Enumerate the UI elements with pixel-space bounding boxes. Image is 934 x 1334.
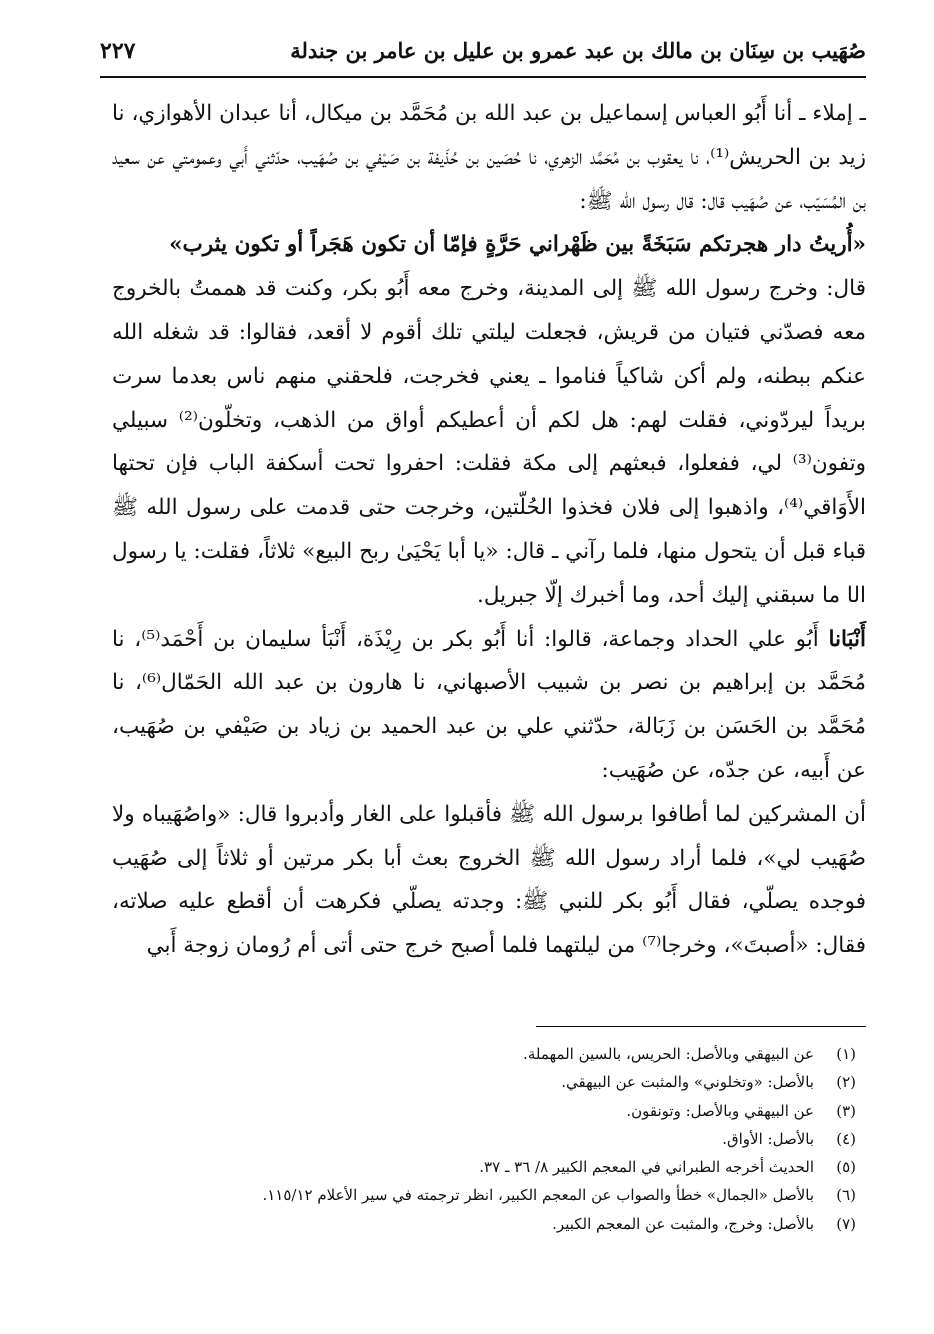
footnote-item xyxy=(112,1097,856,1125)
paragraph-isnad-1: ـ إملاء ـ أنا أَبُو العباس إسماعيل بن عبد الله بن مُحَمَّد بن ميكال، أنا عبدان الأهوازي، نا زيد بن الحريش⁽¹⁾، نا يعقوب بن مُحَمَّد الزهري، نا حُصَين بن حُذَيفة بن صَيْفي بن صُهَيب، حدّثني أَبي وعمومتي عن سعيد بن المُسَيّب، عن صُهَيب قال: قال رسول الله ﷺ: xyxy=(112,101,866,214)
page-header xyxy=(100,38,866,72)
footnote-number: (١) xyxy=(836,1045,856,1063)
footnote-text: الحديث أخرجه الطبراني في المعجم الكبير ٨/ ٣٦ ـ ٣٧. xyxy=(479,1158,814,1177)
footnote-rule xyxy=(536,1026,866,1027)
page-number: ٢٢٧ xyxy=(100,38,136,64)
footnote-text: بالأصل: الأواق. xyxy=(722,1129,814,1148)
footnote-text: عن البيهقي وبالأصل: الحريس، بالسين المهملة. xyxy=(523,1045,814,1063)
footnote-text: عن البيهقي وبالأصل: وتونقون. xyxy=(626,1101,814,1120)
paragraph-hadith-2: أن المشركين لما أطافوا برسول الله ﷺ فأقبلوا على الغار وأدبروا قال: «واصُهَيباه ولا صُهَيب لي»، فلما أراد رسول الله ﷺ الخروج بعث أبا بكر مرتين أو ثلاثاً إلى صُهَيب فوجده يصلّي، فقال أَبُو بكر للنبي ﷺ: وجدته يصلّي فكرهت أن أقطع عليه صلاته، فقال: «أصبتَ»، وخرجا⁽⁷⁾ من ليلتهما فلما أصبح خرج حتى أتى أم رُومان زوجة أَبي xyxy=(112,801,866,959)
footnotes xyxy=(112,1040,856,1238)
footnote-number: (٦) xyxy=(836,1186,856,1205)
paragraph-isnad-2-text: أَبُو علي الحداد وجماعة، قالوا: أنا أَبُو بكر بن رِيْذَة، أَنْبَأ سليمان بن أَحْمَد⁽⁵⁾، نا مُحَمَّد بن إبراهيم بن نصر بن شبيب الأصبهاني، نا هارون بن عبد الله الحَمّال⁽⁶⁾، نا مُحَمَّد بن الحَسَن بن زَبَالة، حدّثني علي بن عبد الحميد بن زياد بن صَيْفي بن صُهَيب، عن أَبيه، عن جدّه، عن صُهَيب: xyxy=(112,626,866,783)
footnote-text: بالأصل «الجمال» خطأ والصواب عن المعجم الكبير، انظر ترجمته في سير الأعلام ١١٥/١٢. xyxy=(262,1186,814,1205)
footnote-item xyxy=(112,1068,856,1096)
footnote-item xyxy=(112,1125,856,1153)
running-title: صُهَيب بن سِنَان بن مالك بن عبد عمرو بن عليل بن عامر بن جندلة xyxy=(290,38,866,63)
paragraph-hadith: «أُريتُ دار هجرتكم سَبَخَةً بين ظَهْراني حَرَّةٍ فإمّا أن تكون هَجَراً أو تكون يثرب» xyxy=(169,232,866,258)
paragraph-isnad-2 xyxy=(112,618,866,793)
footnote-item xyxy=(112,1210,856,1238)
footnote-number: (٧) xyxy=(836,1214,856,1233)
footnote-text: بالأصل: وخرج، والمثبت عن المعجم الكبير. xyxy=(552,1214,814,1233)
paragraph-narrative: قال: وخرج رسول الله ﷺ إلى المدينة، وخرج معه أَبُو بكر، وكنت قد هممتُ بالخروج معه فصدّني فتيان من قريش، فجعلت ليلتي تلك أقوم لا أقعد، فقالوا: قد شغله الله عنكم ببطنه، ولم أكن شاكياً فناموا ـ يعني فخرجت، فلحقني منهم ناس بعدما سرت بريداً ليردّوني، فقلت لهم: هل لكم أن أعطيكم أواق من الذهب، وتخلّون⁽²⁾ سبيلي وتفون⁽³⁾ لي، ففعلوا، فبعثهم إلى مكة فقلت: احفروا تحت أسكفة الباب فإن تحتها الأَوَاقي⁽⁴⁾، واذهبوا إلى فلان فخذوا الحُلّتين، وخرجت حتى قدمت على رسول الله ﷺ قباء قبل أن يتحول منها، فلما رآني ـ قال: «يا أبا يَحْيَىٰ ربح البيع» ثلاثاً، فقلت: يا رسول ال‍ا ما سبقني إليك أحد، وما أخبرك إلّا جبريل. xyxy=(112,276,866,608)
footnote-item xyxy=(112,1181,856,1209)
anbana-lead: أَنْبَانا xyxy=(828,626,866,652)
main-text xyxy=(112,92,866,968)
footnote-text: بالأصل: «وتخلوني» والمثبت عن البيهقي. xyxy=(561,1073,814,1092)
footnote-item xyxy=(112,1153,856,1181)
footnote-number: (٥) xyxy=(836,1158,856,1177)
footnote-number: (٤) xyxy=(836,1129,856,1148)
footnote-item xyxy=(112,1040,856,1068)
header-rule xyxy=(100,76,866,78)
footnote-number: (٣) xyxy=(836,1101,856,1120)
footnote-number: (٢) xyxy=(836,1073,856,1092)
